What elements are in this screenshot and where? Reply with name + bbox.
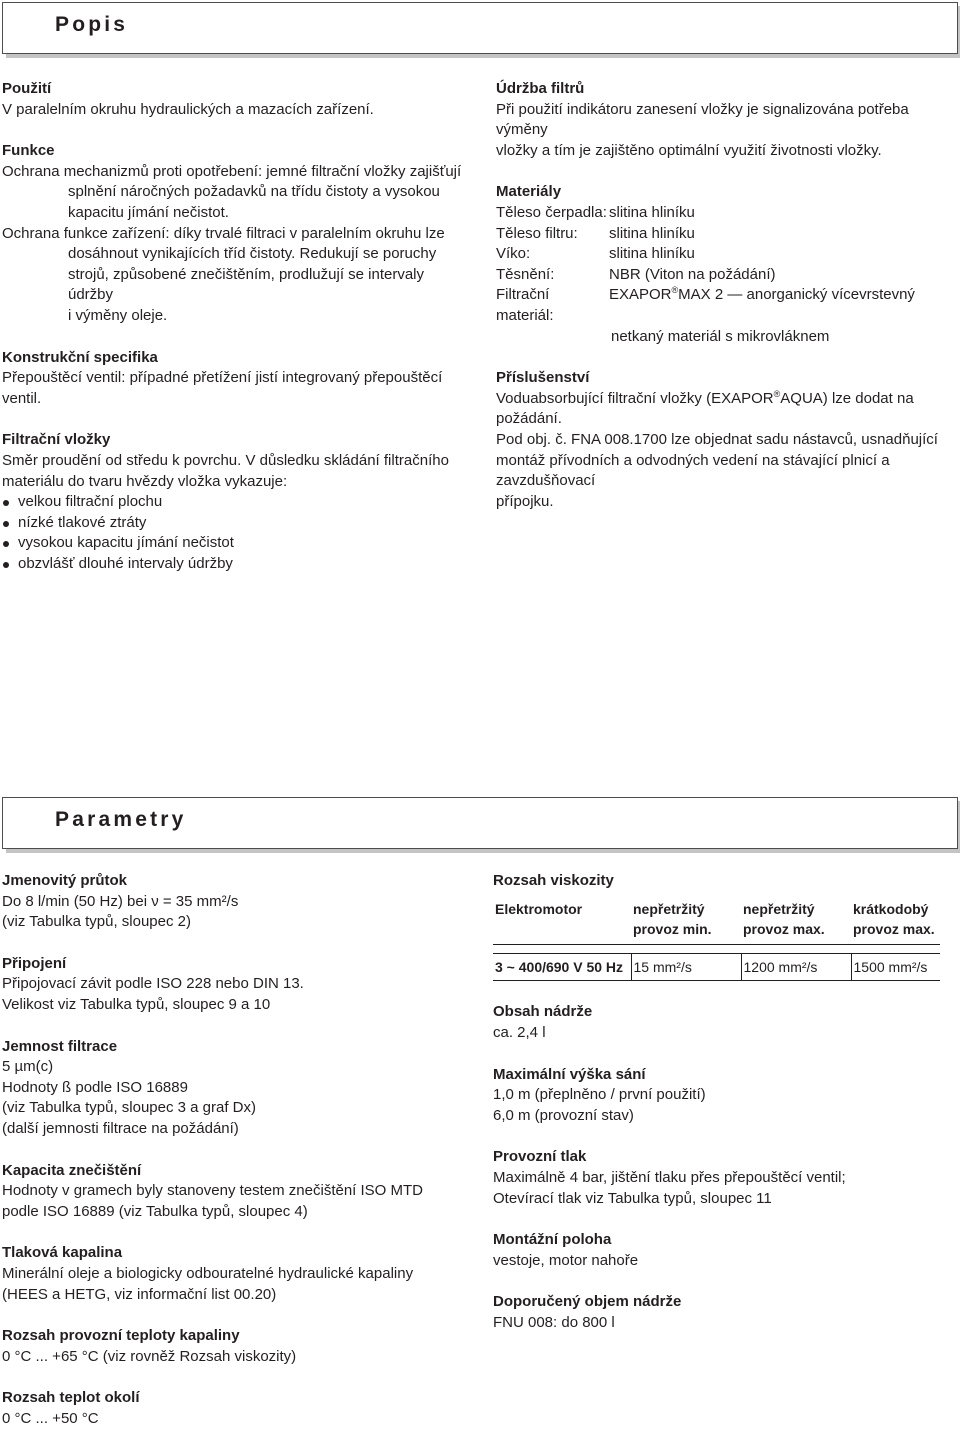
pripojeni-line-1: Připojovací závit podle ISO 228 nebo DIN 13. xyxy=(2,975,304,993)
section-materialy xyxy=(496,182,958,347)
material-row xyxy=(496,265,958,286)
exapor-label: EXAPOR xyxy=(609,286,672,304)
heading-prislusenstvi: Příslušenství xyxy=(496,369,590,387)
heading-obsah: Obsah nádrže xyxy=(493,1003,593,1021)
viscosity-table-spacer xyxy=(493,944,940,953)
bullet-item: velkou filtrační plochu xyxy=(2,492,464,513)
teplota-kapaliny-line-1: 0 °C ... +65 °C (viz rovněž Rozsah viskozity) xyxy=(2,1347,297,1365)
header-cell-line-2: provoz max. xyxy=(743,921,825,938)
section-vyska xyxy=(493,1065,953,1127)
section-objem xyxy=(493,1292,953,1333)
table-cell: 1500 mm²/s xyxy=(851,953,940,981)
konstrukcni-line-1: Přepouštěcí ventil: případné přetížení jistí integrovaný přepouštěcí xyxy=(2,369,443,387)
vyska-line-1: 1,0 m (přeplněno / první použití) xyxy=(493,1086,706,1104)
heading-viskozita: Rozsah viskozity xyxy=(493,872,614,889)
funkce-line-6: strojů, způsobené znečištěním, prodlužují se intervaly údržby xyxy=(68,265,425,304)
table-cell: 15 mm²/s xyxy=(631,953,741,981)
prislusenstvi-line-1 xyxy=(496,389,958,430)
material-key: Těsnění: xyxy=(496,265,555,283)
bullet-item: obzvlášť dlouhé intervaly údržby xyxy=(2,554,464,575)
section-kapalina xyxy=(2,1243,472,1305)
heading-kapalina: Tlaková kapalina xyxy=(2,1244,123,1262)
section-poloha xyxy=(493,1230,953,1271)
prislusenstvi-line-4: přípojku. xyxy=(496,492,554,510)
section-pouziti xyxy=(2,79,464,120)
prislusenstvi-line-1-a: Voduabsorbující filtrační vložky (EXAPOR xyxy=(496,389,774,407)
section-pripojeni xyxy=(2,954,472,1016)
teplota-okoli-line-1: 0 °C ... +50 °C xyxy=(2,1409,99,1427)
funkce-line-7: i výměny oleje. xyxy=(68,306,168,324)
kapalina-line-1: Minerální oleje a biologicky odbouratelné hydraulické kapaliny xyxy=(2,1264,414,1282)
section-tlak xyxy=(493,1147,953,1209)
material-key: Těleso čerpadla: xyxy=(496,203,607,221)
exapor-desc: MAX 2 — anorganický vícevrstevný xyxy=(678,286,915,304)
header-cell-line-1: nepřetržitý xyxy=(633,900,705,917)
header-cell-line-2: provoz min. xyxy=(633,921,712,938)
header-cell-line-1: Elektromotor xyxy=(495,900,583,917)
prislusenstvi-line-1-b: AQUA) lze dodat na požádání. xyxy=(496,389,914,428)
header-cell-line-1: krátkodobý xyxy=(853,900,929,917)
section-kapacita xyxy=(2,1161,472,1223)
parametry-header-box xyxy=(2,797,958,849)
jemnost-line-1: 5 µm(c) xyxy=(2,1058,54,1076)
jemnost-line-2: Hodnoty ß podle ISO 16889 xyxy=(2,1078,188,1096)
prislusenstvi-line-2: Pod obj. č. FNA 008.1700 lze objednat sadu nástavců, usnadňující xyxy=(496,430,938,448)
material-continuation: netkaný materiál s mikrovláknem xyxy=(611,327,830,345)
funkce-line-4: Ochrana funkce zařízení: díky trvalé filtraci v paralelním okruhu lze xyxy=(2,224,445,242)
tlak-line-2: Otevírací tlak viz Tabulka typů, sloupec 11 xyxy=(493,1189,772,1207)
filtracni-line-2: materiálu do tvaru hvězdy vložka vykazuje: xyxy=(2,472,288,490)
material-row-filter xyxy=(496,285,958,326)
objem-line-1: FNU 008: do 800 l xyxy=(493,1313,615,1331)
funkce-line-3: kapacitu jímání nečistot. xyxy=(68,203,229,221)
obsah-line-1: ca. 2,4 l xyxy=(493,1023,546,1041)
popis-header-box xyxy=(2,2,958,54)
heading-prutok: Jmenovitý průtok xyxy=(2,872,128,889)
poloha-line-1: vestoje, motor nahoře xyxy=(493,1251,639,1269)
material-value xyxy=(609,285,915,326)
udrzba-line-2: vložky a tím je zajištěno optimální využití životnosti vložky. xyxy=(496,141,882,159)
heading-jemnost: Jemnost filtrace xyxy=(2,1037,118,1055)
kapalina-line-2: (HEES a HETG, viz informační list 00.20) xyxy=(2,1285,277,1303)
heading-teplota-kapaliny: Rozsah provozní teploty kapaliny xyxy=(2,1327,240,1345)
section-teplota-okoli xyxy=(2,1388,472,1429)
header-cell xyxy=(851,898,940,945)
material-row xyxy=(496,203,958,224)
section-udrzba xyxy=(496,79,958,161)
heading-materialy: Materiály xyxy=(496,183,562,201)
jemnost-line-4: (další jemnosti filtrace na požádání) xyxy=(2,1119,239,1137)
header-cell-line-2: provoz max. xyxy=(853,921,935,938)
heading-konstrukcni: Konstrukční specifika xyxy=(2,348,158,366)
material-value: slitina hliníku xyxy=(609,203,695,221)
text-pouziti: V paralelním okruhu hydraulických a mazacích zařízení. xyxy=(2,100,374,118)
heading-pouziti: Použití xyxy=(2,80,52,97)
kapacita-line-1: Hodnoty v gramech byly stanoveny testem znečištění ISO MTD xyxy=(2,1182,424,1200)
prislusenstvi-line-3: montáž přívodních a odvodných vedení na stávající plnicí a zavzdušňovací xyxy=(496,451,890,490)
bullet-item: vysokou kapacitu jímání nečistot xyxy=(2,533,464,554)
section-filtracni xyxy=(2,430,464,574)
heading-tlak: Provozní tlak xyxy=(493,1148,587,1166)
heading-udrzba: Údržba filtrů xyxy=(496,80,585,97)
jemnost-line-3: (viz Tabulka typů, sloupec 3 a graf Dx) xyxy=(2,1099,257,1117)
funkce-line-5: dosáhnout vynikajících tříd čistoty. Redukují se poruchy xyxy=(68,245,437,263)
pripojeni-line-2: Velikost viz Tabulka typů, sloupec 9 a 10 xyxy=(2,995,271,1013)
heading-filtracni: Filtrační vložky xyxy=(2,431,111,449)
material-value: slitina hliníku xyxy=(609,224,695,242)
section-prutok xyxy=(2,871,472,933)
vyska-line-2: 6,0 m (provozní stav) xyxy=(493,1106,634,1124)
parametry-title: Parametry xyxy=(55,808,187,831)
material-key: Víko: xyxy=(496,245,531,263)
viscosity-table-header xyxy=(493,898,940,945)
section-jemnost xyxy=(2,1037,472,1140)
parametry-left-column xyxy=(2,871,472,1429)
section-obsah xyxy=(493,1002,953,1043)
kapacita-line-2: podle ISO 16889 (viz Tabulka typů, sloupec 4) xyxy=(2,1202,308,1220)
heading-vyska: Maximální výška sání xyxy=(493,1065,646,1083)
header-cell xyxy=(493,898,631,945)
udrzba-line-1: Při použití indikátoru zanesení vložky je signalizována potřeba výměny xyxy=(496,100,909,139)
bullet-item: nízké tlakové ztráty xyxy=(2,513,464,534)
material-row xyxy=(496,224,958,245)
header-cell xyxy=(631,898,741,945)
popis-title: Popis xyxy=(55,13,129,36)
tlak-line-1: Maximálně 4 bar, jištění tlaku přes přepouštěcí ventil; xyxy=(493,1168,846,1186)
parametry-right-column xyxy=(493,871,953,1334)
heading-funkce: Funkce xyxy=(2,142,55,160)
viscosity-table xyxy=(493,898,940,982)
heading-poloha: Montážní poloha xyxy=(493,1231,612,1249)
material-key: Těleso filtru: xyxy=(496,224,578,242)
funkce-line-2: splnění náročných požadavků na třídu čistoty a vysokou xyxy=(68,183,440,201)
section-konstrukcni xyxy=(2,348,464,410)
konstrukcni-line-2: ventil. xyxy=(2,389,42,407)
material-row xyxy=(496,244,958,265)
section-prislusenstvi xyxy=(496,368,958,512)
table-row xyxy=(493,953,940,981)
heading-objem: Doporučený objem nádrže xyxy=(493,1293,682,1311)
filtracni-bullet-list xyxy=(2,492,464,574)
heading-kapacita: Kapacita znečištění xyxy=(2,1161,142,1179)
prutok-line-1: Do 8 l/min (50 Hz) bei ν = 35 mm²/s xyxy=(2,892,239,910)
section-viskozita xyxy=(493,871,953,981)
registered-mark: ® xyxy=(671,285,679,296)
popis-right-column xyxy=(496,79,958,512)
prutok-line-2: (viz Tabulka typů, sloupec 2) xyxy=(2,913,191,931)
registered-mark: ® xyxy=(773,388,781,399)
material-key: Filtrační materiál: xyxy=(496,286,554,324)
header-cell-line-1: nepřetržitý xyxy=(743,900,815,917)
heading-pripojeni: Připojení xyxy=(2,954,67,972)
funkce-line-1: Ochrana mechanizmů proti opotřebení: jemné filtrační vložky zajišťují xyxy=(2,162,462,180)
popis-left-column xyxy=(2,79,464,574)
section-funkce xyxy=(2,141,464,326)
section-teplota-kapaliny xyxy=(2,1326,472,1367)
filtracni-line-1: Směr proudění od středu k povrchu. V důsledku skládání filtračního xyxy=(2,451,449,469)
header-cell xyxy=(741,898,851,945)
table-cell: 3 ~ 400/690 V 50 Hz xyxy=(493,953,631,981)
material-value: NBR (Viton na požádání) xyxy=(609,265,776,283)
table-cell: 1200 mm²/s xyxy=(741,953,851,981)
heading-teplota-okoli: Rozsah teplot okolí xyxy=(2,1389,140,1407)
material-value: slitina hliníku xyxy=(609,245,695,263)
